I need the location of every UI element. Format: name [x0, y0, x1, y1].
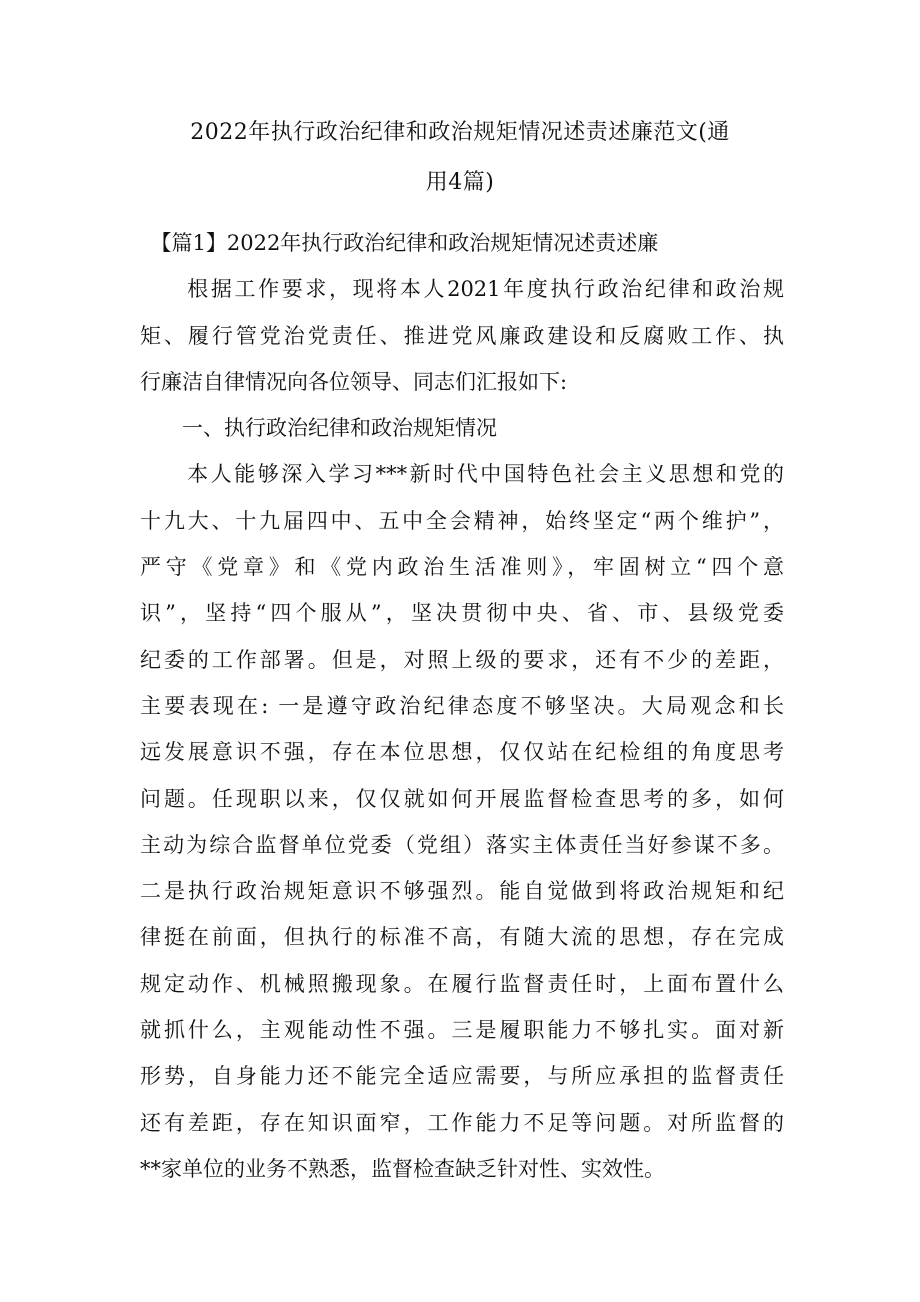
paragraph-line: 识”，坚持“四个服从”，坚决贯彻中央、省、市、县级党委: [140, 601, 784, 626]
paragraph-line: **家单位的业务不熟悉，监督检查缺乏针对性、实效性。: [140, 1156, 665, 1181]
paragraph-line: 还有差距，存在知识面窄，工作能力不足等问题。对所监督的: [140, 1110, 784, 1135]
paragraph-line: 远发展意识不强，存在本位思想，仅仅站在纪检组的角度思考: [140, 740, 784, 765]
paragraph-line: 十九大、十九届四中、五中全会精神，始终坚定“两个维护”，: [140, 508, 784, 533]
paragraph-line: 行廉洁自律情况向各位领导、同志们汇报如下:: [140, 369, 568, 394]
paragraph-line: 根据工作要求，现将本人2021年度执行政治纪律和政治规: [140, 277, 784, 302]
title-line-2: 用4篇): [425, 170, 495, 195]
paragraph-line: 矩、履行管党治党责任、推进党风廉政建设和反腐败工作、执: [140, 323, 784, 348]
paragraph-line: 本人能够深入学习***新时代中国特色社会主义思想和党的: [140, 462, 784, 487]
paragraph-line: 主动为综合监督单位党委（党组）落实主体责任当好参谋不多。: [140, 832, 784, 857]
title-line-1: 2022年执行政治纪律和政治规矩情况述责述廉范文(通: [190, 120, 730, 145]
section-heading-1: 一、执行政治纪律和政治规矩情况: [140, 416, 497, 441]
paragraph-line: 就抓什么，主观能动性不强。三是履职能力不够扎实。面对新: [140, 1018, 784, 1043]
paragraph-line: 律挺在前面，但执行的标准不高，有随大流的思想，存在完成: [140, 925, 784, 950]
section-heading-part-1: 【篇1】2022年执行政治纪律和政治规矩情况述责述廉: [140, 231, 659, 255]
paragraph-line: 规定动作、机械照搬现象。在履行监督责任时，上面布置什么: [140, 971, 784, 996]
paragraph-line: 问题。任现职以来，仅仅就如何开展监督检查思考的多，如何: [140, 786, 784, 811]
paragraph-line: 主要表现在: 一是遵守政治纪律态度不够坚决。大局观念和长: [140, 693, 784, 718]
paragraph-line: 二是执行政治规矩意识不够强烈。能自觉做到将政治规矩和纪: [140, 879, 784, 904]
paragraph-line: 严守《党章》和《党内政治生活准则》，牢固树立“四个意: [140, 555, 784, 580]
document-body: [140, 220, 784, 1192]
paragraph-line: 形势，自身能力还不能完全适应需要，与所应承担的监督责任: [140, 1064, 784, 1089]
paragraph-line: 纪委的工作部署。但是，对照上级的要求，还有不少的差距，: [140, 647, 784, 672]
document-title: [140, 108, 780, 208]
